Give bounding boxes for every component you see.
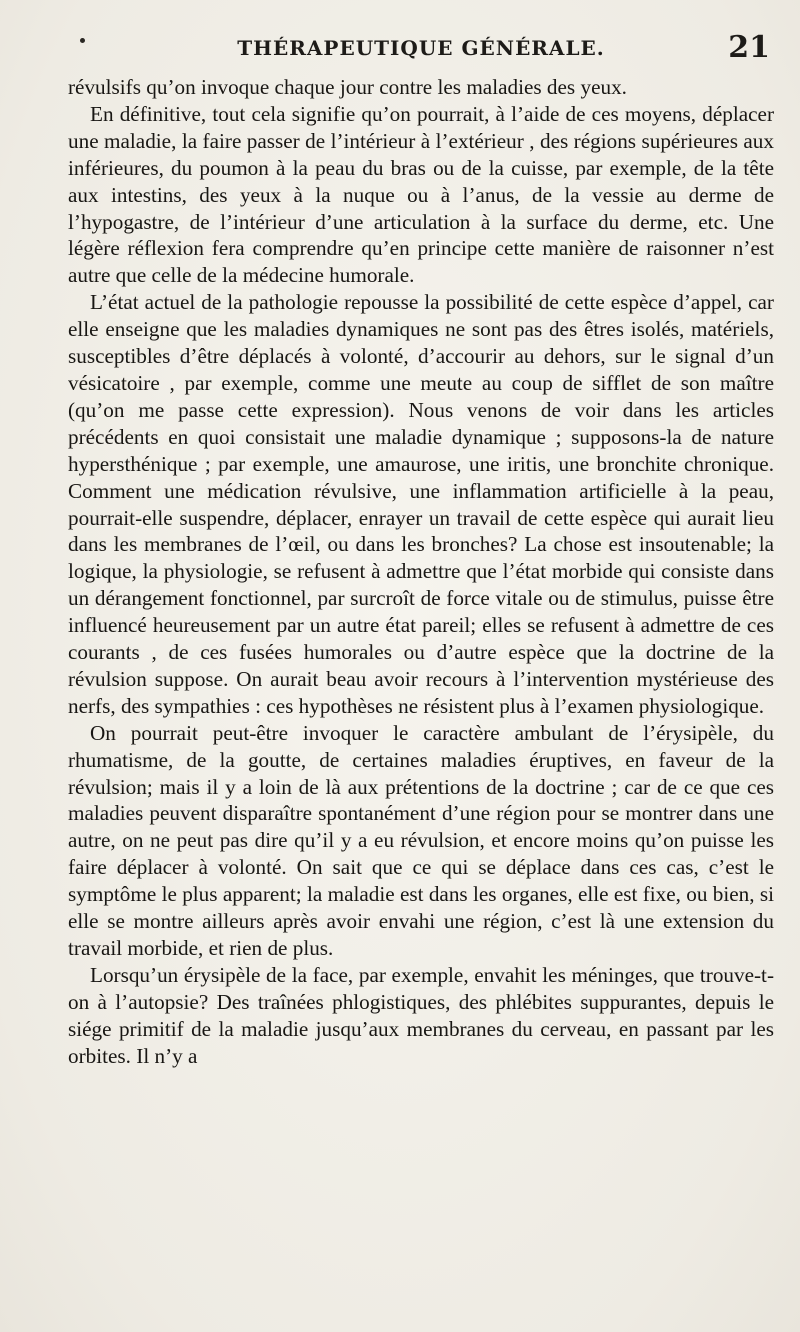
running-head: THÉRAPEUTIQUE GÉNÉRALE.	[237, 36, 605, 60]
paragraph-continuation: révulsifs qu’on invoque chaque jour contre les maladies des yeux.	[68, 75, 627, 99]
page-header	[72, 30, 770, 64]
paragraph-erysipelas: Lorsqu’un érysipèle de la face, par exemple, envahit les méninges, que trouve-t-on à l’autopsie? Des traînées phlogistiques, des phlébites suppurantes, depuis le siége primitif de la maladie jusqu’aux membranes du cerveau, en passant par les orbites. Il n’y a	[68, 962, 774, 1068]
body-text	[68, 74, 774, 1070]
paragraph-definitive: En définitive, tout cela signifie qu’on pourrait, à l’aide de ces moyens, déplacer une maladie, la faire passer de l’intérieur à l’extérieur , des régions supérieures aux inférieures, du poumon à la peau du bras ou de la cuisse, par exemple, de la tête aux intestins, des yeux à la nuque ou à l’anus, de la vessie au derme de l’hypogastre, de l’intérieur d’une articulation à la surface du derme, etc. Une légère réflexion fera comprendre qu’en principe cette manière de raisonner n’est autre que celle de la médecine humorale.	[68, 101, 774, 288]
page-number: 21	[728, 30, 770, 65]
paragraph-pathology: L’état actuel de la pathologie repousse la possibilité de cette espèce d’appel, car elle enseigne que les maladies dynamiques ne sont pas des êtres isolés, matériels, susceptibles d’être déplacés à volonté, d’accourir au dehors, sur le signal d’un vésicatoire , par exemple, comme une meute au coup de sifflet de son maître (qu’on me passe cette expression). Nous venons de voir dans les articles précédents en quoi consistait une maladie dynamique ; supposons-la de nature hypersthénique ; par exemple, une amaurose, une iritis, une bronchite chronique. Comment une médication révulsive, une inflammation artificielle à la peau, pourrait-elle suspendre, déplacer, enrayer un travail de cette espèce qui aurait lieu dans les membranes de l’œil, ou dans les bronches? La chose est insoutenable; la logique, la physiologie, se refusent à admettre que l’état morbide qui consiste dans un dérangement fonctionnel, par surcroît de force vitale ou de stimulus, puisse être influencé heureusement par un autre état pareil; elles se refusent à admettre de ces courants , de ces fusées humorales ou d’autre espèce que la doctrine de la révulsion suppose. On aurait beau avoir recours à l’intervention mystérieuse des nerfs, des sympathies : ces hypothèses ne résistent plus à l’examen physiologique.	[68, 290, 774, 718]
paragraph-ambulant: On pourrait peut-être invoquer le caractère ambulant de l’érysipèle, du rhumatisme, de la goutte, de certaines maladies éruptives, en faveur de la révulsion; mais il y a loin de là aux prétentions de la doctrine ; car de ce que ces maladies peuvent disparaître spontanément d’une région pour se montrer dans une autre, on ne peut pas dire qu’il y a eu révulsion, et encore moins qu’on puisse les faire déplacer à volonté. On sait que ce qui se déplace dans ces cas, c’est le symptôme le plus apparent; la maladie est dans les organes, elle est fixe, ou bien, si elle se montre ailleurs après avoir envahi une région, c’est là une extension du travail morbide, et rien de plus.	[68, 720, 774, 960]
